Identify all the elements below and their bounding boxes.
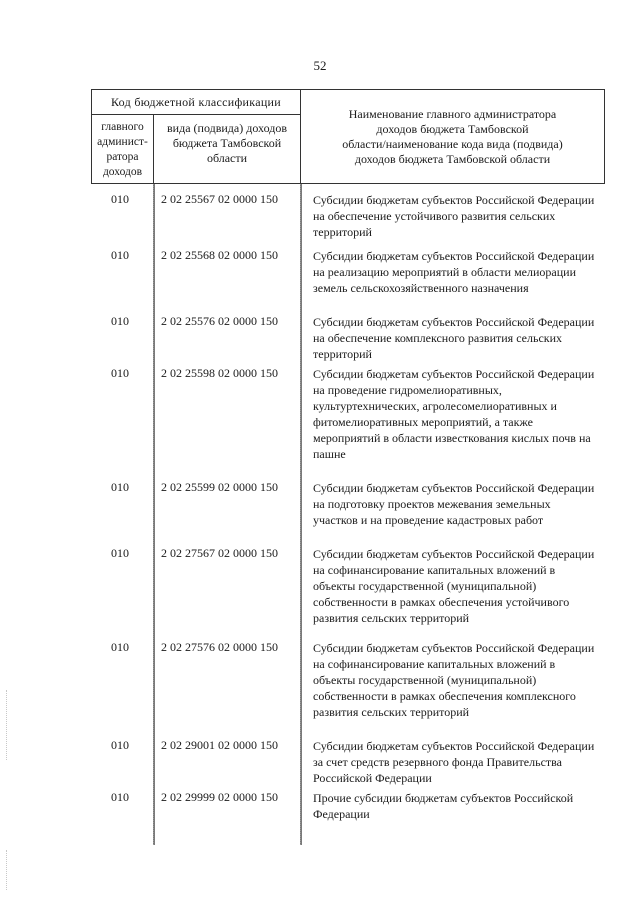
header-budget-classification: Код бюджетной классификации: [92, 90, 301, 115]
scan-edge-marks: [6, 690, 8, 760]
revenue-code-cell: 2 02 27576 02 0000 150: [161, 640, 278, 654]
revenue-name-cell: Прочие субсидии бюджетам субъектов Российской Федерации: [313, 791, 574, 821]
admin-code-cell: 010: [111, 480, 129, 494]
page-number: 52: [313, 58, 327, 73]
admin-code-cell: 010: [111, 366, 129, 380]
revenue-code-cell: 2 02 29001 02 0000 150: [161, 738, 278, 752]
revenue-name-cell: Субсидии бюджетам субъектов Российской Федерации на обеспечение комплексного развития сельских территорий: [313, 315, 595, 361]
revenue-name-cell: Субсидии бюджетам субъектов Российской Федерации за счет средств резервного фонда Правительства Российской Федерации: [313, 739, 595, 785]
admin-code-cell: 010: [111, 314, 129, 328]
header-code-column: вида (подвида) доходов бюджета Тамбовской области: [154, 115, 301, 183]
revenue-code-cell: 2 02 25598 02 0000 150: [161, 366, 278, 380]
table-header: [91, 89, 605, 184]
revenue-code-cell: 2 02 25568 02 0000 150: [161, 248, 278, 262]
admin-code-cell: 010: [111, 790, 129, 804]
revenue-code-cell: 2 02 25599 02 0000 150: [161, 480, 278, 494]
header-name-column: [301, 90, 604, 183]
scan-edge-marks: [6, 850, 8, 890]
admin-code-cell: 010: [111, 546, 129, 560]
revenue-code-cell: 2 02 29999 02 0000 150: [161, 790, 278, 804]
revenue-code-cell: 2 02 25576 02 0000 150: [161, 314, 278, 328]
revenue-name-cell: Субсидии бюджетам субъектов Российской Федерации на софинансирование капитальных вложений в объекты государственной (муниципальной) собственности в рамках обеспечения комплексного развития сельских территорий: [313, 641, 595, 719]
admin-code-cell: 010: [111, 248, 129, 262]
revenue-name-cell: Субсидии бюджетам субъектов Российской Федерации на подготовку проектов межевания земельных участков и на проведение кадастровых работ: [313, 481, 595, 527]
revenue-name-cell: Субсидии бюджетам субъектов Российской Федерации на реализацию мероприятий в области мелиорации земель сельскохозяйственного назначения: [313, 249, 595, 295]
header-admin-column: главного админист- ратора доходов: [92, 115, 154, 183]
revenue-name-cell: Субсидии бюджетам субъектов Российской Федерации на обеспечение устойчивого развития сельских территорий: [313, 193, 595, 239]
admin-code-cell: 010: [111, 640, 129, 654]
column-divider: [153, 184, 155, 845]
revenue-name-cell: Субсидии бюджетам субъектов Российской Федерации на софинансирование капитальных вложений в объекты государственной (муниципальной) собственности в рамках обеспечения устойчивого развития сельских территорий: [313, 547, 595, 625]
revenue-name-cell: Субсидии бюджетам субъектов Российской Федерации на проведение гидромелиоративных, культуртехнических, агролесомелиоративных и фитомелиоративных мероприятий, а также мероприятий в области известкования кислых почв на пашне: [313, 367, 595, 461]
admin-code-cell: 010: [111, 192, 129, 206]
header-name-label: Наименование главного администратора доходов бюджета Тамбовской области/наименование кода вида (подвида) доходов бюджета Тамбовской области: [342, 106, 563, 166]
revenue-code-cell: 2 02 25567 02 0000 150: [161, 192, 278, 206]
admin-code-cell: 010: [111, 738, 129, 752]
revenue-code-cell: 2 02 27567 02 0000 150: [161, 546, 278, 560]
